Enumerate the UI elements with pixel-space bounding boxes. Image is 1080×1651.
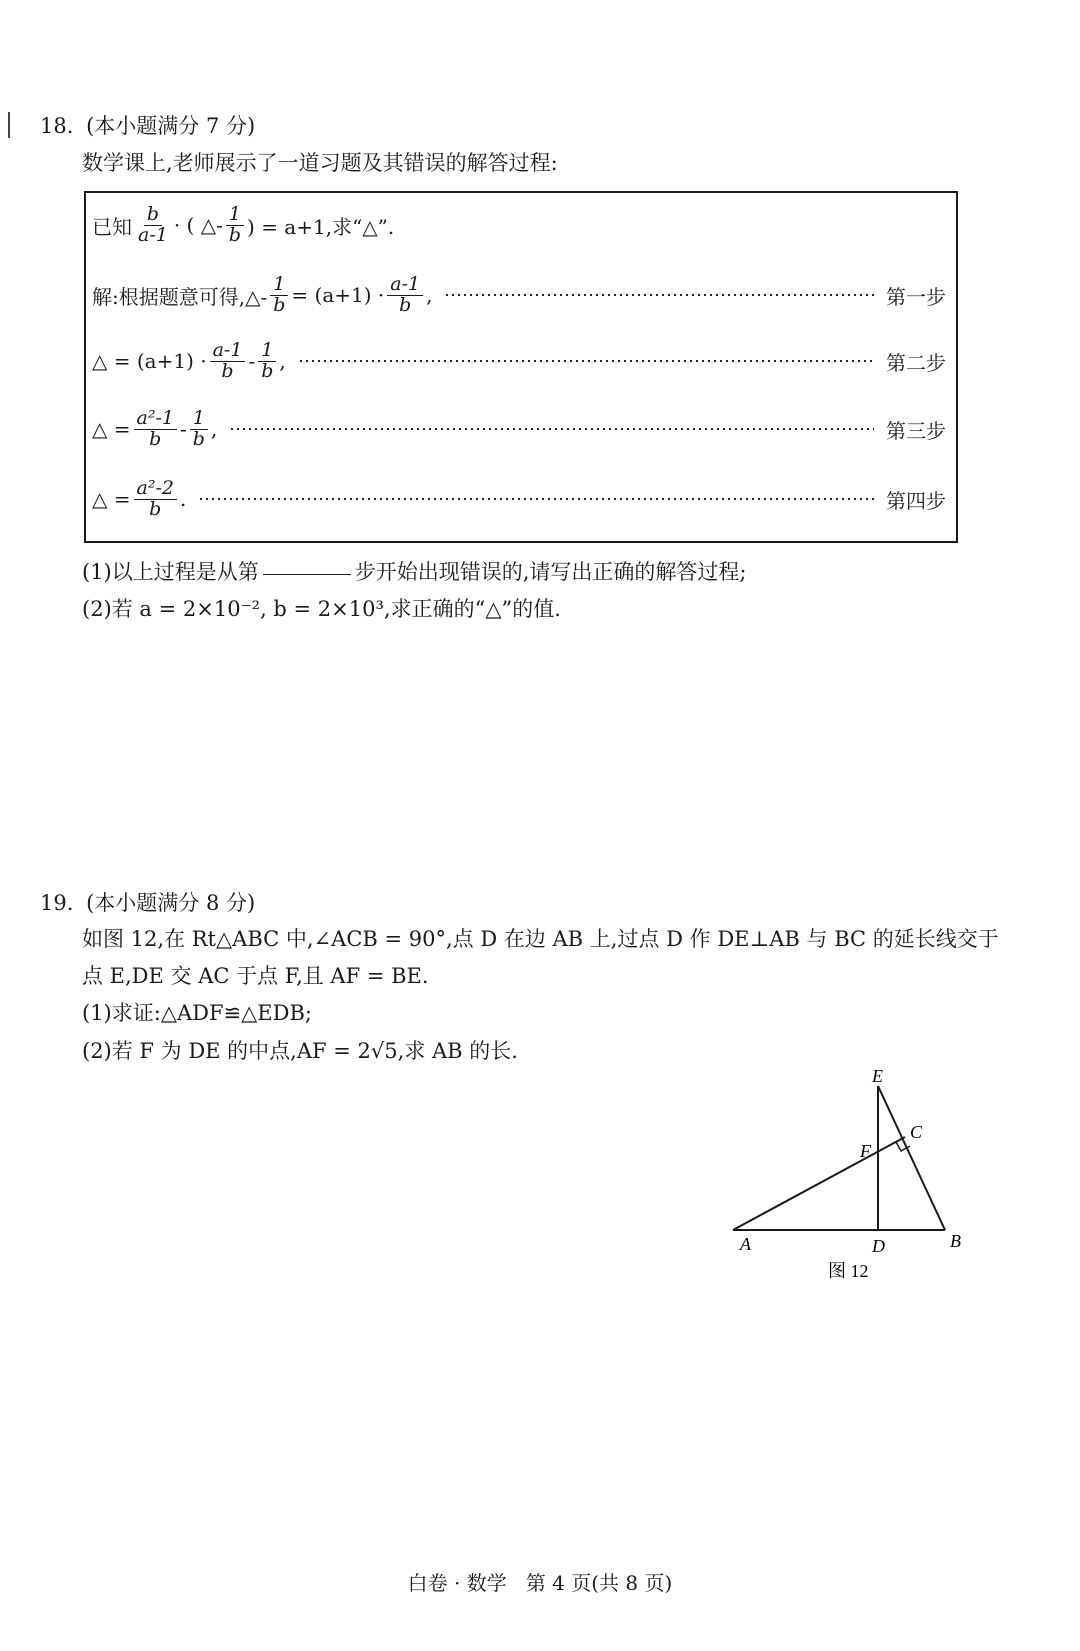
segment-eb <box>878 1086 945 1230</box>
step-lead: △ = <box>92 487 131 511</box>
figure-12 <box>700 1070 980 1280</box>
given-line <box>86 195 956 255</box>
q19-header <box>40 887 255 917</box>
leader-dots <box>198 498 874 500</box>
given-frac1 <box>135 202 171 246</box>
q18-part1-b: 步开始出现错误的,请写出正确的解答过程; <box>354 560 747 584</box>
label-a: A <box>740 1234 751 1254</box>
leader-dots <box>444 294 874 296</box>
label-c: C <box>910 1122 923 1142</box>
given-prefix: 已知 <box>92 214 132 239</box>
step-tail: , <box>210 417 218 441</box>
q19-line1: 如图 12,在 Rt△ABC 中,∠ACB = 90°,点 D 在边 AB 上,过点 D 作 DE⊥AB 与 BC 的延长线交于 <box>82 927 999 951</box>
step-label: 第三步 <box>886 418 946 443</box>
given-frac2 <box>226 202 244 246</box>
step-frac <box>270 272 288 316</box>
q19-line2: 点 E,DE 交 AC 于点 F,且 AF = BE. <box>82 964 429 988</box>
step-mid: = (a+1) · <box>291 283 385 307</box>
solution-box <box>84 191 958 543</box>
step-frac <box>258 338 276 382</box>
given-frac1-den: a-1 <box>138 223 168 246</box>
q18-part1 <box>82 556 747 586</box>
step-frac-num: 1 <box>258 341 276 362</box>
q18-points: (本小题满分 7 分) <box>86 114 256 138</box>
q19-part2: (2)若 F 为 DE 的中点,AF = 2√5,求 AB 的长. <box>82 1039 518 1063</box>
label-b: B <box>950 1231 961 1251</box>
step-frac-den: b <box>149 497 162 520</box>
step-label: 第二步 <box>886 350 946 375</box>
label-d: D <box>872 1236 885 1256</box>
step-frac-num: a²-1 <box>134 409 177 430</box>
q19-number: 19. <box>40 891 74 915</box>
segment-ac <box>733 1137 905 1230</box>
step-mid: - <box>248 349 256 373</box>
step-row <box>86 265 956 325</box>
q18-header <box>40 110 255 140</box>
step-frac <box>134 406 177 450</box>
leader-dots <box>229 428 874 430</box>
step-frac <box>190 406 208 450</box>
step-tail: . <box>179 487 187 511</box>
step-row <box>86 331 956 391</box>
q19-points: (本小题满分 8 分) <box>86 891 256 915</box>
step-lead: △ = <box>92 417 131 441</box>
step-frac-den: b <box>149 427 162 450</box>
step-mid: - <box>179 417 187 441</box>
given-mid: · ( △- <box>173 213 223 237</box>
step-frac <box>210 338 246 382</box>
q18-intro: 数学课上,老师展示了一道习题及其错误的解答过程: <box>82 151 558 175</box>
given-frac2-num: 1 <box>226 205 244 226</box>
leader-dots <box>298 360 874 362</box>
step-row <box>86 399 956 459</box>
page-footer: 白卷 · 数学 第 4 页(共 8 页) <box>407 1571 673 1595</box>
step-lead: 解:根据题意可得,△- <box>92 284 268 309</box>
q18-part2: (2)若 a = 2×10⁻², b = 2×10³,求正确的“△”的值. <box>82 597 561 621</box>
answer-blank[interactable] <box>263 574 351 575</box>
step-tail: , <box>426 283 433 307</box>
step-frac <box>134 476 177 520</box>
step-label: 第四步 <box>886 488 946 513</box>
step-lead: △ = (a+1) · <box>92 349 207 373</box>
q19-part1: (1)求证:△ADF≌△EDB; <box>82 1001 312 1025</box>
given-frac2-den: b <box>228 223 242 246</box>
step-tail: , <box>279 349 286 373</box>
step-frac-den: b <box>221 359 234 382</box>
label-f: F <box>860 1141 871 1161</box>
step-label: 第一步 <box>886 284 946 309</box>
label-e: E <box>872 1070 883 1086</box>
step-frac-num: a-1 <box>210 341 246 362</box>
step-row <box>86 469 956 529</box>
step-frac-den: b <box>273 293 286 316</box>
margin-mark <box>8 112 10 138</box>
step-frac <box>387 272 423 316</box>
given-suffix: ) = a+1,求“△”. <box>247 214 395 239</box>
q18-part1-a: (1)以上过程是从第 <box>82 560 259 584</box>
step-frac-den: b <box>399 293 412 316</box>
step-frac-den: b <box>192 427 205 450</box>
given-frac1-num: b <box>144 205 162 226</box>
step-frac-num: a-1 <box>387 275 423 296</box>
step-frac-num: 1 <box>270 275 288 296</box>
q18-number: 18. <box>40 114 74 138</box>
step-frac-num: 1 <box>190 409 208 430</box>
figure-caption: 图 12 <box>828 1261 869 1280</box>
step-frac-den: b <box>261 359 274 382</box>
step-frac-num: a²-2 <box>134 479 177 500</box>
